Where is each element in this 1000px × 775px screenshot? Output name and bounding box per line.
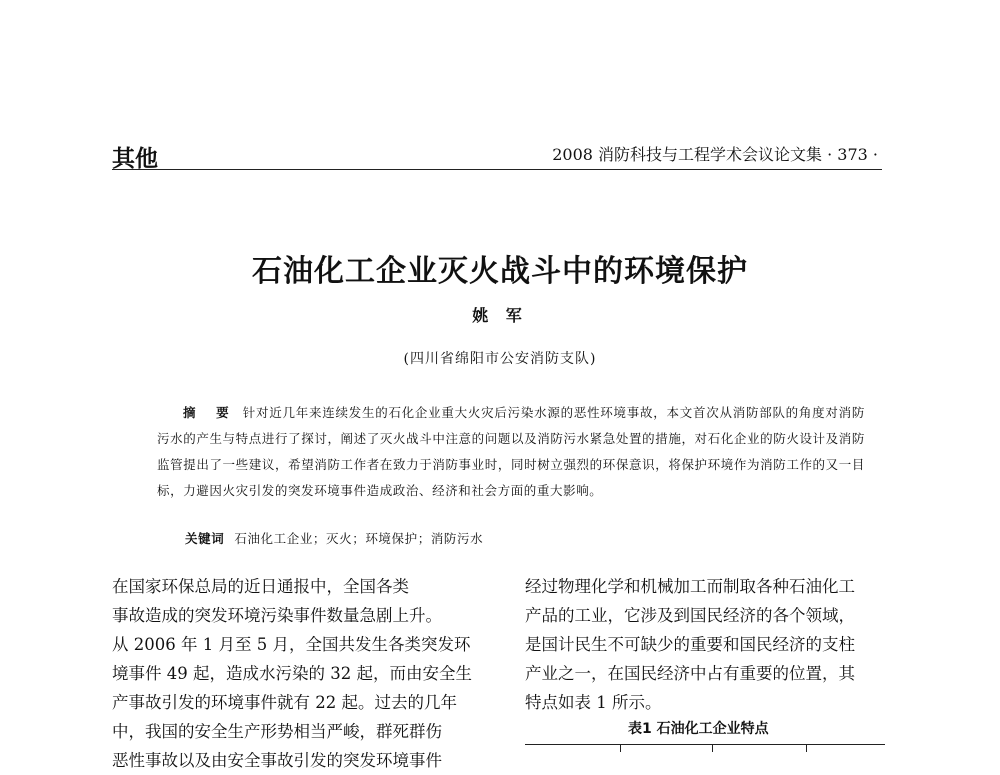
section-label: 其他 [112,146,158,172]
table-column-divider [806,744,807,752]
paper-title: 石油化工企业灭火战斗中的环境保护 [252,254,748,289]
body-line: 中，我国的安全生产形势相当严峻，群死群伤 [112,722,442,741]
body-line: 境事件 49 起，造成水污染的 32 起，而由安全生 [112,664,472,683]
author-name: 姚 军 [472,306,528,325]
keywords-text: 石油化工企业；灭火；环境保护；消防污水 [234,531,484,546]
body-line: 从 2006 年 1 月至 5 月，全国共发生各类突发环 [112,635,471,654]
body-line: 产业之一，在国民经济中占有重要的位置，其 [525,664,855,683]
abstract-text: 针对近几年来连续发生的石化企业重大火灾后污染水源的恶性环境事故，本文首次从消防部队的角度对消防污水的产生与特点进行了探讨，阐述了灭火战斗中注意的问题以及消防污水紧急处置的措施，对石化企业的防火设计及消防监管提出了一些建议，希望消防工作者在致力于消防事业时，同时树立强烈的环保意识，将保护环境作为消防工作的又一目标，力避因火灾引发的突发环境事件造成政治、经济和社会方面的重大影响。 [157,405,865,498]
table-column-divider [620,744,621,752]
author-affiliation: (四川省绵阳市公安消防支队) [403,351,597,367]
keywords [185,529,483,547]
keywords-label: 关键词 [185,531,225,546]
body-line: 恶性事故以及由安全事故引发的突发环境事件 [112,751,442,770]
abstract [157,400,865,504]
body-line: 在国家环保总局的近日通报中，全国各类 [112,577,409,596]
body-line: 经过物理化学和机械加工而制取各种石油化工 [525,577,855,596]
abstract-label: 摘 要 [183,405,237,420]
body-column-right [525,572,900,717]
table-column-divider [712,744,713,752]
body-line: 产品的工业，它涉及到国民经济的各个领域， [525,606,855,625]
body-line: 是国计民生不可缺少的重要和国民经济的支柱 [525,635,855,654]
body-line: 特点如表 1 所示。 [525,693,662,712]
body-column-left [112,572,492,775]
table-top-rule [525,744,885,745]
header-rule [112,169,882,170]
table-caption: 表1 石油化工企业特点 [628,721,769,737]
body-line: 产事故引发的环境事件就有 22 起。过去的几年 [112,693,457,712]
running-header: 2008 消防科技与工程学术会议论文集 · 373 · [552,145,878,164]
body-line: 事故造成的突发环境污染事件数量急剧上升。 [112,606,442,625]
